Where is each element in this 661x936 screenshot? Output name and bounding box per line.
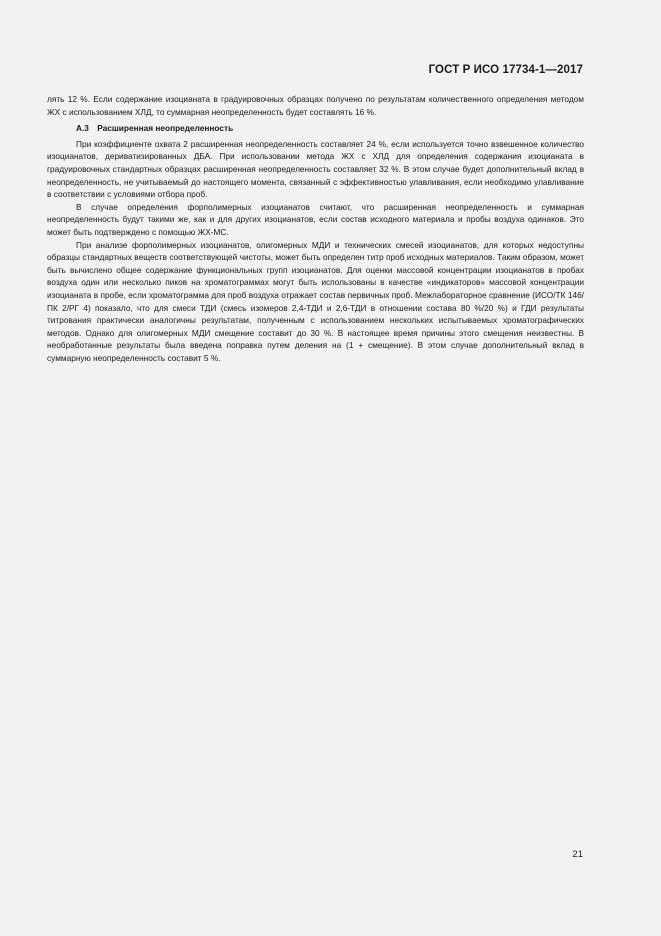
section-heading: [76, 122, 584, 135]
section-title: Расширенная неопределенность: [97, 123, 234, 134]
section-number: А.3: [76, 123, 89, 134]
paragraph-analysis: При анализе форполимерных изоцианатов, олигомерных МДИ и технических смесей изоцианатов, для которых недоступны образцы стандартных веществ соответствующей чистоты, может быть определен титр проб исходных материалов. Таким образом, может быть вычислено общее содержание функциональных групп изоцианатов. Для оценки массовой концентрации изоцианатов в пробах воздуха один или несколько пиков на хроматограммах могут быть использованы в качестве «индикаторов» массовой концентрации изоцианата в пробе, если хроматограмма для проб воздуха отражает состав первичных проб. Межлабораторное сравнение (ИСО/ТК 146/ПК 2/РГ 4) показало, что для смеси ТДИ (смесь изомеров 2,4-ТДИ и 2,6-ТДИ в отношении состава 80 %/20 %) и ГДИ результаты титрования практически аналогичны результатам, полученным с использованием нескольких испытываемых хроматографических методов. Однако для олигомерных МДИ смещение составит до 30 %. В настоящее время причины этого смещения неизвестны. В необработанные результаты была введена поправка путем деления на (1 + смещение). В этом случае дополнительный вклад в суммарную неопределенность составит 5 %.: [47, 239, 584, 363]
paragraph-expanded-uncertainty: При коэффициенте охвата 2 расширенная неопределенность составляет 24 %, если используется точно взвешенное количество изоцианатов, дериватизированных ДБА. При использовании метода ЖХ с ХЛД для определения содержания изоцианата в градуировочных стандартных образцах расширенная неопределенность составляет 32 %. В этом случае будет дополнительный вклад в неопределенность, не учитываемый до настоящего момента, связанный с эффективностью улавливания, если необходимо улавливание в соответствии с условиями отбора проб.: [47, 138, 584, 200]
document-body: [47, 93, 584, 364]
document-header: ГОСТ Р ИСО 17734-1—2017: [428, 64, 583, 76]
paragraph-continuation: лять 12 %. Если содержание изоцианата в градуировочных образцах получено по результатам количественного определения методом ЖХ с использованием ХЛД, то суммарная неопределенность будет составлять 16 %.: [47, 94, 584, 117]
paragraph-prepolymer: В случае определения форполимерных изоцианатов считают, что расширенная неопределенность и суммарная неопределенность будут такими же, как и для других изоцианатов, если состав исходного материала и пробы воздуха одинаков. Это может быть подтверждено с помощью ЖХ-МС.: [47, 201, 584, 237]
page-number: 21: [572, 849, 583, 860]
